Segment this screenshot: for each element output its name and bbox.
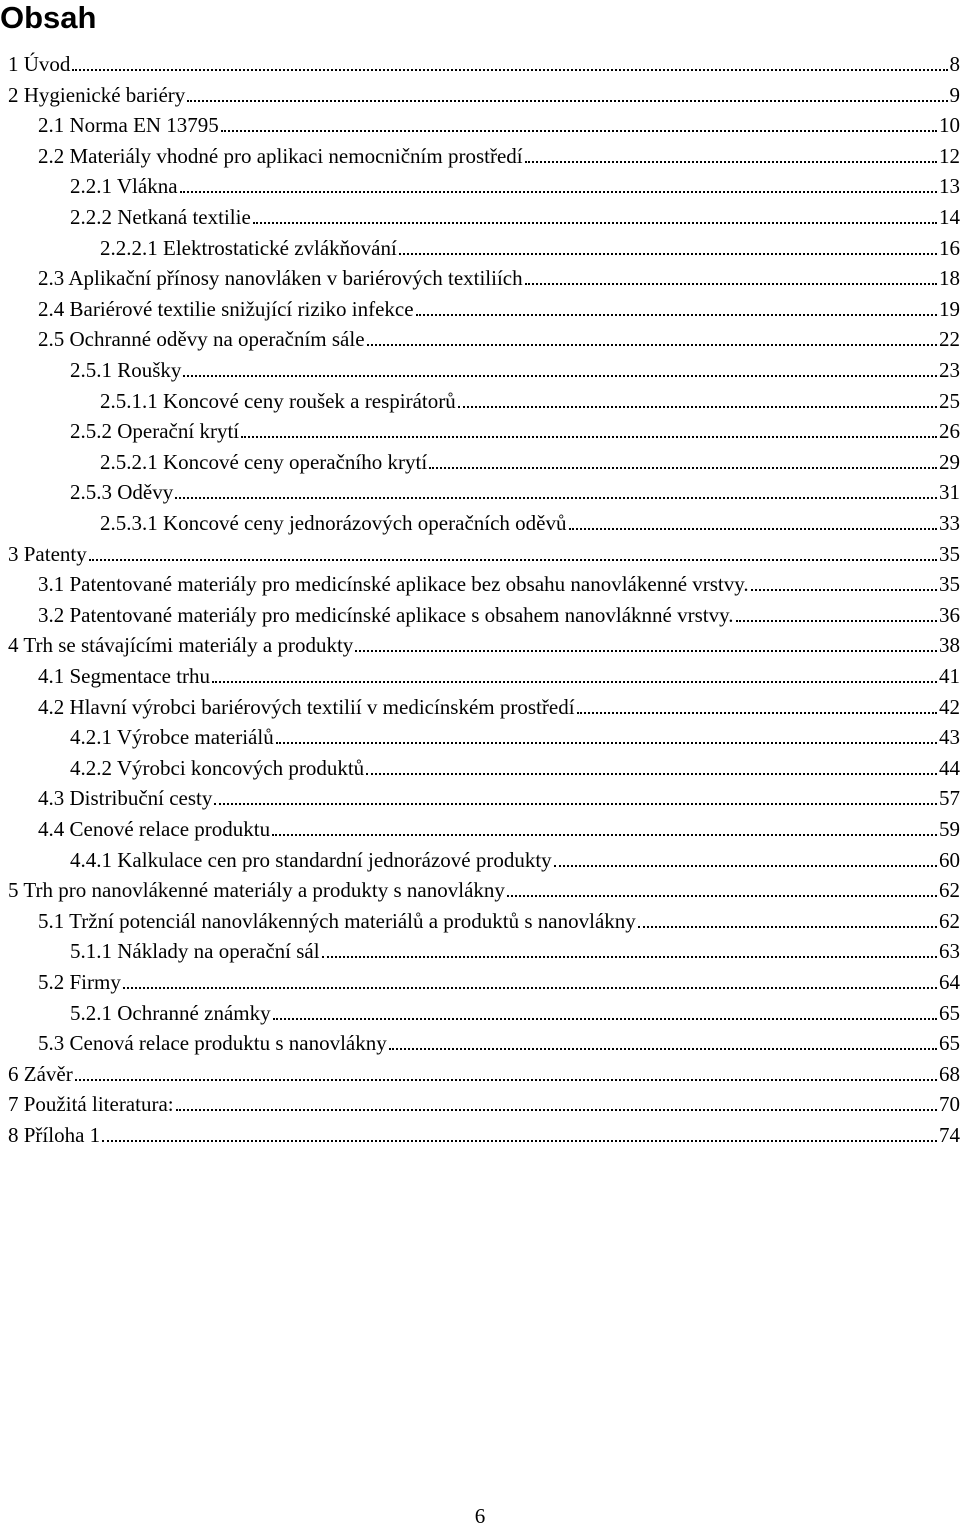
toc-entry-label: 2.5.1 Roušky	[70, 358, 182, 383]
toc-entry-page: 25	[938, 389, 960, 414]
toc-entry-page: 64	[938, 970, 960, 995]
toc-entry-page: 65	[938, 1001, 960, 1026]
toc-entry-label: 4.4 Cenové relace produktu	[38, 817, 271, 842]
toc-entry-label: 4.4.1 Kalkulace cen pro standardní jednorázové produkty	[70, 848, 553, 873]
toc-entry-page: 68	[938, 1062, 960, 1087]
toc-entry-page: 63	[938, 939, 960, 964]
toc-entry-page: 19	[938, 297, 960, 322]
toc-entry-label: 5.3 Cenová relace produktu s nanovlákny	[38, 1031, 388, 1056]
toc-leader-dots	[212, 681, 937, 683]
toc-entry[interactable]	[38, 817, 960, 847]
toc-entry-page: 57	[938, 786, 960, 811]
toc-entry-page: 13	[938, 174, 960, 199]
toc-entry-page: 8	[949, 52, 960, 77]
toc-entry-page: 74	[938, 1123, 960, 1148]
toc-entry-page: 18	[938, 266, 960, 291]
toc-entry-label: 2.5 Ochranné oděvy na operačním sále	[38, 327, 366, 352]
toc-leader-dots	[241, 436, 937, 438]
toc-entry[interactable]	[70, 358, 960, 388]
toc-entry-label: 5.2.1 Ochranné známky	[70, 1001, 272, 1026]
toc-entry-page: 35	[938, 572, 960, 597]
toc-entry-label: 5 Trh pro nanovlákenné materiály a produkty s nanovlákny	[8, 878, 506, 903]
toc-entry-label: 4.2.1 Výrobce materiálů	[70, 725, 275, 750]
toc-leader-dots	[214, 803, 937, 805]
toc-entry-label: 1 Úvod	[8, 52, 71, 77]
toc-leader-dots	[577, 712, 937, 714]
toc-entry-label: 5.1.1 Náklady na operační sál	[70, 939, 321, 964]
toc-leader-dots	[123, 987, 937, 989]
toc-entry-page: 62	[938, 878, 960, 903]
toc-entry-page: 33	[938, 511, 960, 536]
toc-entry[interactable]	[38, 144, 960, 174]
toc-leader-dots	[366, 773, 937, 775]
toc-entry-page: 29	[938, 450, 960, 475]
toc-entry-label: 2.5.1.1 Koncové ceny roušek a respirátorů	[100, 389, 457, 414]
toc-entry[interactable]	[38, 327, 960, 357]
toc-entry-page: 59	[938, 817, 960, 842]
toc-leader-dots	[751, 589, 937, 591]
toc-leader-dots	[355, 650, 937, 652]
toc-leader-dots	[187, 100, 947, 102]
toc-entry-page: 9	[949, 83, 960, 108]
toc-entry-page: 42	[938, 695, 960, 720]
toc-entry-page: 31	[938, 480, 960, 505]
toc-entry[interactable]	[8, 633, 960, 663]
toc-leader-dots	[221, 130, 937, 132]
toc-entry-label: 3.1 Patentované materiály pro medicínské aplikace bez obsahu nanovlákenné vrstvy.	[38, 572, 750, 597]
toc-leader-dots	[175, 497, 937, 499]
toc-entry[interactable]	[8, 542, 960, 572]
toc-entry[interactable]	[70, 1001, 960, 1031]
toc-entry-page: 35	[938, 542, 960, 567]
toc-entry-label: 2.5.3 Oděvy	[70, 480, 174, 505]
toc-entry[interactable]	[8, 52, 960, 82]
toc-entry-label: 2 Hygienické bariéry	[8, 83, 186, 108]
toc-entry[interactable]	[38, 664, 960, 694]
toc-entry[interactable]	[8, 1062, 960, 1092]
page-title: Obsah	[0, 0, 96, 36]
toc-entry[interactable]	[100, 389, 960, 419]
toc-entry-page: 70	[938, 1092, 960, 1117]
toc-entry[interactable]	[38, 695, 960, 725]
toc-entry-label: 4.2 Hlavní výrobci bariérových textilií v medicínském prostředí	[38, 695, 576, 720]
toc-entry[interactable]	[8, 1092, 960, 1122]
toc-entry-page: 44	[938, 756, 960, 781]
toc-entry[interactable]	[70, 725, 960, 755]
toc-leader-dots	[180, 191, 937, 193]
toc-entry[interactable]	[70, 848, 960, 878]
toc-entry-label: 5.2 Firmy	[38, 970, 122, 995]
toc-entry-page: 26	[938, 419, 960, 444]
toc-entry-label: 2.2 Materiály vhodné pro aplikaci nemocničním prostředí	[38, 144, 524, 169]
toc-entry[interactable]	[100, 450, 960, 480]
toc-entry[interactable]	[70, 756, 960, 786]
toc-entry-label: 6 Závěr	[8, 1062, 74, 1087]
toc-leader-dots	[72, 69, 947, 71]
toc-leader-dots	[638, 926, 937, 928]
toc-entry-page: 43	[938, 725, 960, 750]
toc-leader-dots	[253, 222, 937, 224]
toc-entry-label: 4.1 Segmentace trhu	[38, 664, 211, 689]
toc-entry-page: 23	[938, 358, 960, 383]
toc-entry[interactable]	[8, 1123, 960, 1153]
toc-entry-page: 38	[938, 633, 960, 658]
toc-leader-dots	[75, 1079, 937, 1081]
toc-entry-label: 2.5.3.1 Koncové ceny jednorázových operačních oděvů	[100, 511, 568, 536]
toc-entry-page: 14	[938, 205, 960, 230]
toc-entry[interactable]	[70, 174, 960, 204]
toc-leader-dots	[458, 406, 937, 408]
toc-entry[interactable]	[38, 970, 960, 1000]
toc-entry-label: 3 Patenty	[8, 542, 88, 567]
toc-leader-dots	[507, 895, 937, 897]
toc-entry[interactable]	[38, 1031, 960, 1061]
toc-leader-dots	[273, 1018, 937, 1020]
toc-entry[interactable]	[8, 878, 960, 908]
toc-entry-label: 2.5.2 Operační krytí	[70, 419, 240, 444]
toc-leader-dots	[554, 865, 937, 867]
toc-entry-label: 4.2.2 Výrobci koncových produktů	[70, 756, 365, 781]
toc-entry-label: 5.1 Tržní potenciál nanovlákenných materiálů a produktů s nanovlákny	[38, 909, 637, 934]
toc-entry-page: 41	[938, 664, 960, 689]
toc-entry[interactable]	[70, 939, 960, 969]
toc-entry-label: 2.4 Bariérové textilie snižující riziko infekce	[38, 297, 415, 322]
toc-entry[interactable]	[38, 603, 960, 633]
toc-entry[interactable]	[38, 113, 960, 143]
toc-leader-dots	[416, 314, 937, 316]
toc-leader-dots	[389, 1048, 937, 1050]
toc-entry[interactable]	[38, 909, 960, 939]
toc-entry[interactable]	[70, 480, 960, 510]
toc-entry-label: 2.2.2.1 Elektrostatické zvlákňování	[100, 236, 398, 261]
toc-leader-dots	[272, 834, 937, 836]
toc-entry-label: 3.2 Patentované materiály pro medicínské aplikace s obsahem nanovláknné vrstvy.	[38, 603, 735, 628]
toc-entry-label: 2.5.2.1 Koncové ceny operačního krytí	[100, 450, 428, 475]
toc-entry-page: 12	[938, 144, 960, 169]
toc-entry[interactable]	[38, 297, 960, 327]
toc-entry-label: 4.3 Distribuční cesty	[38, 786, 213, 811]
toc-entry-label: 8 Příloha 1	[8, 1123, 101, 1148]
toc-entry[interactable]	[100, 511, 960, 541]
toc-entry-label: 2.3 Aplikační přínosy nanovláken v bariérových textiliích	[38, 266, 524, 291]
toc-leader-dots	[89, 559, 937, 561]
toc-entry-page: 22	[938, 327, 960, 352]
toc-leader-dots	[525, 283, 937, 285]
toc-leader-dots	[736, 620, 937, 622]
toc-leader-dots	[367, 344, 937, 346]
toc-leader-dots	[276, 742, 937, 744]
toc-entry[interactable]	[70, 205, 960, 235]
toc-entry-label: 7 Použitá literatura:	[8, 1092, 175, 1117]
toc-entry-label: 2.2.2 Netkaná textilie	[70, 205, 252, 230]
toc-leader-dots	[399, 253, 937, 255]
toc-entry-page: 16	[938, 236, 960, 261]
toc-leader-dots	[183, 375, 937, 377]
toc-entry[interactable]	[38, 266, 960, 296]
toc-entry-page: 62	[938, 909, 960, 934]
toc-leader-dots	[525, 161, 937, 163]
toc-entry[interactable]	[8, 83, 960, 113]
toc-leader-dots	[569, 528, 938, 530]
toc-entry-label: 2.1 Norma EN 13795	[38, 113, 220, 138]
toc-entry[interactable]	[100, 236, 960, 266]
toc-entry-page: 65	[938, 1031, 960, 1056]
toc-leader-dots	[176, 1109, 937, 1111]
toc-leader-dots	[102, 1140, 937, 1142]
toc-entry-page: 36	[938, 603, 960, 628]
toc-entry[interactable]	[70, 419, 960, 449]
toc-entry-label: 4 Trh se stávajícími materiály a produkty	[8, 633, 354, 658]
toc-leader-dots	[322, 956, 937, 958]
toc-leader-dots	[429, 467, 937, 469]
toc-entry-label: 2.2.1 Vlákna	[70, 174, 179, 199]
toc-entry-page: 10	[938, 113, 960, 138]
toc-entry[interactable]	[38, 572, 960, 602]
toc-entry-page: 60	[938, 848, 960, 873]
toc-entry[interactable]	[38, 786, 960, 816]
page-number: 6	[0, 1503, 960, 1529]
